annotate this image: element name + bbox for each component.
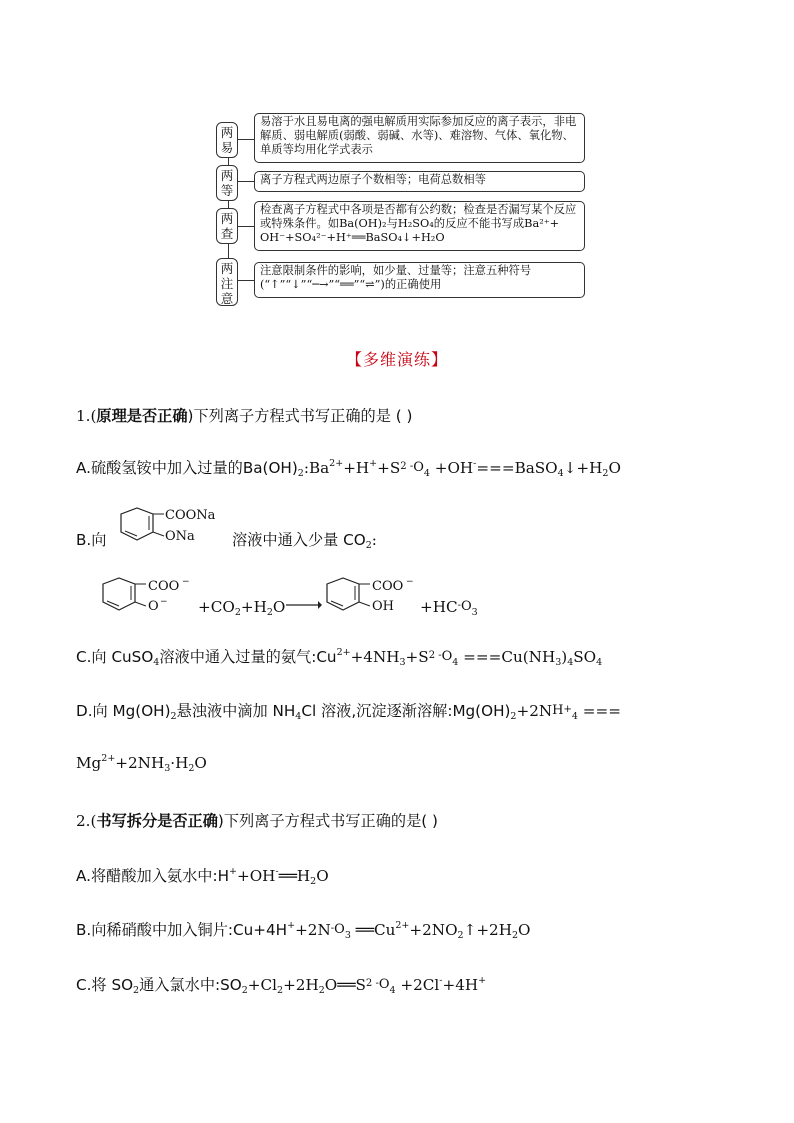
label-coo: COO [372, 579, 404, 594]
q1-option-d-line2: $Mg^{2+}+2NH_3\cdot H_2O$ [76, 753, 207, 774]
q1-option-b[interactable]: B.向 [76, 531, 107, 549]
diagram-connector [238, 226, 254, 227]
diagram-label-liangdeng: 两 等 [216, 165, 238, 201]
svg-text:−: − [406, 577, 414, 587]
diagram-connector [238, 139, 254, 140]
q1-option-b-equation-end: +HC - $O_3$ [420, 598, 478, 618]
diagram-box-liangdeng: 离子方程式两边原子个数相等；电荷总数相等 [254, 171, 585, 192]
structure-salicylate-monoanion [322, 576, 422, 620]
q1-option-b-suffix: 溶液中通入少量 $CO_2$: [232, 531, 377, 551]
label-coo: COO [148, 579, 180, 594]
q1-option-c[interactable]: C.向 CuSO$_4$溶液中通入过量的氨气$:Cu^{2+}+4NH_3+S$ 2 - $O_4 ===Cu(NH_3)_4SO_4$ [76, 647, 603, 668]
svg-text:−: − [182, 577, 190, 587]
diagram-connector [238, 280, 254, 281]
diagram-label-liangcha: 两 查 [216, 208, 238, 244]
q2-option-c[interactable]: C.将 $SO_2$通入氯水中$:SO_2+Cl_2+2H_2O══S$ 2 - $O_4 +2Cl^-+4H^+$ [76, 975, 487, 996]
label-oh: OH [372, 599, 394, 614]
label-coona: COONa [165, 508, 216, 523]
section-title: 【多维演练】 [345, 350, 448, 369]
structure-sodium-salicylate [112, 506, 232, 550]
label-o: O [148, 599, 159, 614]
q1-option-d[interactable]: D.向 $Mg(OH)_2$悬浊液中滴加 $NH_4Cl$ 溶液,沉淀逐渐溶解$:Mg(OH)_2+2NH$ + $_4$ === [76, 702, 621, 722]
svg-text:−: − [160, 597, 168, 607]
diagram-label-liangyi: 两 易 [216, 122, 238, 158]
diagram-box-liangyi: 易溶于水且易电离的强电解质用实际参加反应的离子表示，非电解质、弱电解质(弱酸、弱碱、水等)、难溶物、气体、氧化物、单质等均用化学式表示 [254, 113, 585, 163]
reaction-arrow [286, 598, 322, 612]
q2-option-a[interactable]: A.将醋酸加入氨水中$:H^++OH^-══H_2O$ [76, 866, 329, 887]
structure-salicylate-dianion [98, 576, 198, 620]
q2-stem: 2.(书写拆分是否正确)下列离子方程式书写正确的是( ) [76, 812, 438, 830]
q1-option-b-equation-mid: $+CO_2+H_2O$ [198, 598, 286, 618]
q1-option-a[interactable]: A.硫酸氢铵中加入过量的$Ba(OH)_2:Ba^{2+}+H^++S$ 2 - $O_4$ $+OH^-===BaSO_4↓+H_2O$ [76, 458, 621, 479]
diagram-box-liangcha: 检查离子方程式中各项是否都有公约数；检查是否漏写某个反应或特殊条件。如Ba(OH)₂与H₂SO₄的反应不能书写成Ba²⁺+ OH⁻+SO₄²⁻+H⁺══BaSO₄↓+H₂O [254, 201, 585, 251]
diagram-connector [238, 181, 254, 182]
q1-stem: 1.(原理是否正确)下列离子方程式书写正确的是 ( ) [76, 407, 413, 425]
diagram-box-liangzhuyi: 注意限制条件的影响，如少量、过量等；注意五种符号(“↑”“↓”“─→”“══”“⇌”)的正确使用 [254, 262, 585, 298]
q2-option-b[interactable]: B.向稀硝酸中加入铜片:Cu+4H++2N - $O_3$ $══Cu^{2+}+2NO_2↑+2H_2O$ [76, 920, 531, 941]
diagram-label-liangzhuyi: 两 注 意 [216, 258, 238, 306]
label-ona: ONa [165, 529, 195, 544]
